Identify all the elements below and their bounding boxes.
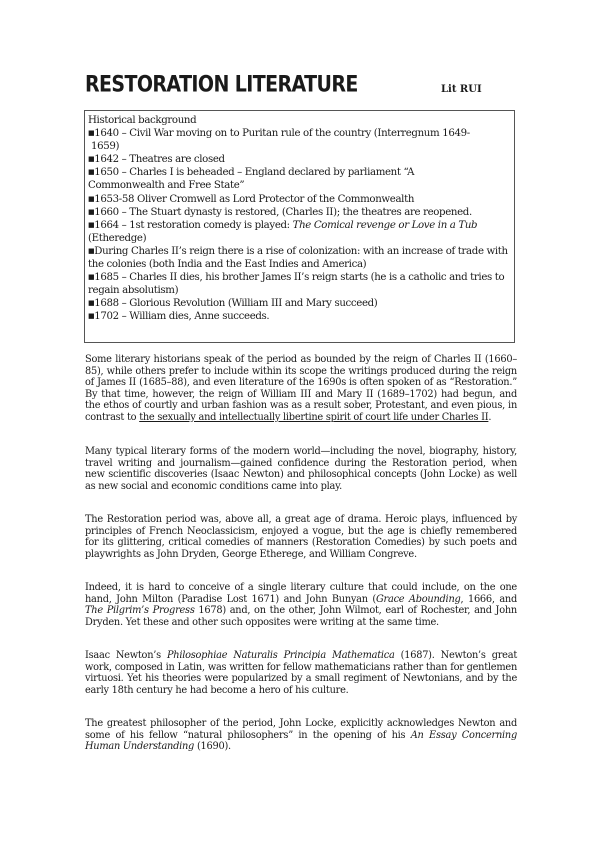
paragraph-opposites: Indeed, it is hard to conceive of a single literary culture that could include, on the one hand, John Milton (Paradise Lost 1671) and John Bunyan (Grace Abounding, 1666, and The Pilgrim’s Progress 1678) and, on the other, John Wilmot, earl of Rochester, and John Dryden. Yet these and other such opposites were writing at the same time.	[85, 582, 517, 628]
paragraph-drama: The Restoration period was, above all, a great age of drama. Heroic plays, influenced by principles of French Neoclassicism, enjoyed a vogue, but the age is chiefly remembered for its glittering, critical comedies of manners (Restoration Comedies) by such poets and playwrights as John Dryden, George Etherege, and William Congreve.	[85, 514, 517, 560]
box-heading: Historical background	[88, 115, 197, 126]
timeline-item: ■1650 – Charles I is beheaded – England declared by parliament “A	[88, 167, 415, 179]
paragraph-restoration-period: Some literary historians speak of the period as bounded by the reign of Charles II (1660–85), while others prefer to include within its scope the writings produced during the reign of James II (1685–88), and even literature of the 1690s is often spoken of as “Restoration.” By that time, however, the reign of William III and Mary II (1689–1702) had begun, and the ethos of courtly and urban fashion was as a result sober, Protestant, and even pious, in contrast to the sexually and intellectually libertine spirit of court life under Charles II.	[85, 354, 517, 423]
bullet-square-icon: ■	[88, 194, 95, 203]
bullet-square-icon: ■	[88, 168, 95, 177]
bullet-square-icon: ■	[88, 246, 95, 255]
paragraph-literary-forms: Many typical literary forms of the modern world—including the novel, biography, history, travel writing and journalism—gained confidence during the Restoration period, when new scientific discoveries (Isaac Newton) and philosophical concepts (John Locke) as well as new social and economic conditions came into play.	[85, 446, 517, 492]
historical-background-box	[84, 110, 515, 343]
bullet-square-icon: ■	[88, 312, 95, 321]
course-code: Lit RUI	[441, 84, 482, 95]
page-title: RESTORATION LITERATURE	[85, 72, 358, 98]
timeline-item: ■1640 – Civil War moving on to Puritan rule of the country (Interregnum 1649-	[88, 128, 470, 140]
bullet-square-icon: ■	[88, 129, 95, 138]
bullet-square-icon: ■	[88, 155, 95, 164]
timeline-item-cont: Commonwealth and Free State”	[88, 180, 245, 192]
timeline-item-cont: (Etheredge)	[88, 232, 147, 244]
timeline-item-cont: 1659)	[91, 141, 120, 153]
bullet-square-icon: ■	[88, 207, 95, 216]
timeline-item: ■1664 – 1st restoration comedy is played: The Comical revenge or Love in a Tub	[88, 219, 478, 231]
paragraph-locke: The greatest philosopher of the period, John Locke, explicitly acknowledges Newton and some of his fellow “natural philosophers” in the opening of his An Essay Concerning Human Understanding (1690).	[85, 718, 517, 753]
timeline-item: ■During Charles II’s reign there is a rise of colonization: with an increase of trade with the colonies (both India and the East Indies and America)	[88, 245, 508, 271]
timeline-item: ■1688 – Glorious Revolution (William III and Mary succeed)	[88, 298, 378, 310]
bullet-square-icon: ■	[88, 273, 95, 282]
timeline-item: ■1660 – The Stuart dynasty is restored, (Charles II); the theatres are reopened.	[88, 206, 472, 218]
timeline-item: ■1653-58 Oliver Cromwell as Lord Protector of the Commonwealth	[88, 193, 415, 205]
bullet-square-icon: ■	[88, 220, 95, 229]
paragraph-newton: Isaac Newton’s Philosophiae Naturalis Principia Mathematica (1687). Newton’s great work, composed in Latin, was written for fellow mathematicians rather than for gentlemen virtuosi. Yet his theories were popularized by a small regiment of Newtonians, and by the early 18th century he had become a hero of his culture.	[85, 650, 518, 696]
bullet-square-icon: ■	[88, 299, 95, 308]
timeline-item: ■1685 – Charles II dies, his brother James II’s reign starts (he is a catholic and tries to regain absolutism)	[88, 272, 505, 297]
timeline-item: ■1702 – William dies, Anne succeeds.	[88, 311, 270, 323]
timeline-item: ■1642 – Theatres are closed	[88, 154, 225, 166]
